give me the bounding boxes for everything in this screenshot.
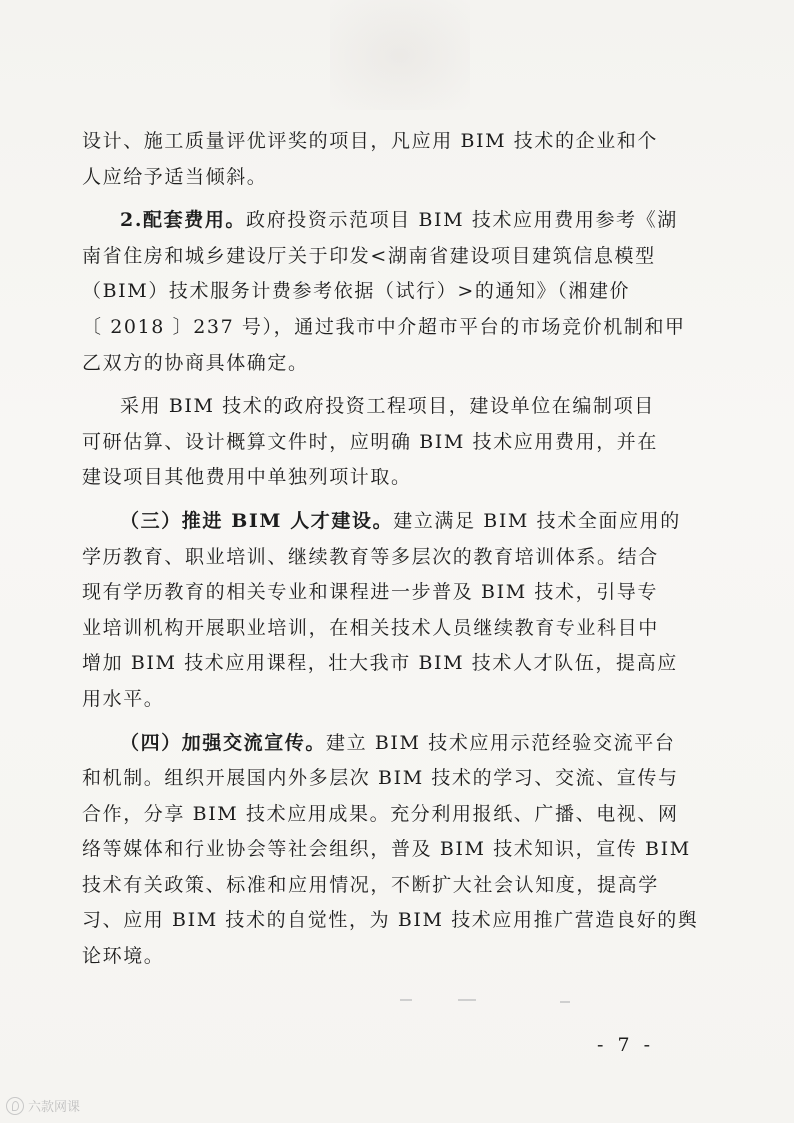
watermark-text: 六款网课 <box>28 1100 81 1115</box>
text-line: 络等媒体和行业协会等社会组织，普及 BIM 技术知识，宣传 BIM <box>82 838 691 861</box>
section-exchange-publicity <box>82 726 699 975</box>
text-line: 合作，分享 BIM 技术应用成果。充分利用报纸、广播、电视、网 <box>82 802 679 825</box>
text-run: 建立满足 BIM 技术全面应用的 <box>393 509 681 532</box>
scan-stain <box>330 0 470 110</box>
text-line: 乙双方的协商具体确定。 <box>82 351 309 374</box>
section-heading: （三）推进 BIM 人才建设。 <box>120 509 394 532</box>
text-line: 现有学历教育的相关专业和课程进一步普及 BIM 技术，引导专 <box>82 581 659 604</box>
text-line <box>82 726 682 762</box>
text-line: 习、应用 BIM 技术的自觉性，为 BIM 技术应用推广营造良好的舆 <box>82 909 699 932</box>
text-line: 采用 BIM 技术的政府投资工程项目，建设单位在编制项目 <box>120 395 655 418</box>
paragraph-quality-award <box>82 124 682 195</box>
watermark <box>6 1096 80 1115</box>
text-line: 学历教育、职业培训、继续教育等多层次的教育培训体系。结合 <box>82 545 659 568</box>
text-line: 增加 BIM 技术应用课程，壮大我市 BIM 技术人才队伍，提高应 <box>82 652 678 675</box>
scan-speck <box>458 999 476 1001</box>
section-heading: （四）加强交流宣传。 <box>120 731 327 754</box>
text-line: 用水平。 <box>82 687 165 710</box>
section-talent-building <box>82 504 682 718</box>
text-line: （BIM）技术服务计费参考依据（试行）>的通知》（湘建价 <box>82 280 631 303</box>
text-line: 人应给予适当倾斜。 <box>82 165 268 188</box>
text-run: 建立 BIM 技术应用示范经验交流平台 <box>326 731 676 754</box>
document-body <box>82 124 699 975</box>
text-line: 业培训机构开展职业培训，在相关技术人员继续教育专业科目中 <box>82 616 659 639</box>
text-line <box>82 504 682 540</box>
text-line: 设计、施工质量评优评奖的项目，凡应用 BIM 技术的企业和个 <box>82 130 659 152</box>
text-line: 〔 2018 〕237 号），通过我市中介超市平台的市场竞价机制和甲 <box>82 315 686 338</box>
text-line: 可研估算、设计概算文件时，应明确 BIM 技术应用费用，并在 <box>82 430 659 453</box>
paragraph-heading: 2.配套费用。 <box>120 209 247 232</box>
page-number: - 7 - <box>597 1034 655 1056</box>
scan-speck <box>400 999 412 1001</box>
watermark-logo-icon <box>6 1097 24 1115</box>
text-line: 建设项目其他费用中单独列项计取。 <box>82 466 412 489</box>
text-line: 技术有关政策、标准和应用情况，不断扩大社会认知度，提高学 <box>82 873 659 896</box>
text-line: 论环境。 <box>82 945 165 968</box>
text-line <box>82 203 682 239</box>
text-line: 南省住房和城乡建设厅关于印发<湖南省建设项目建筑信息模型 <box>82 244 656 267</box>
text-line: 和机制。组织开展国内外多层次 BIM 技术的学习、交流、宣传与 <box>82 767 679 790</box>
scan-speck <box>560 1001 570 1003</box>
text-run: 政府投资示范项目 BIM 技术应用费用参考《湖 <box>246 209 678 232</box>
paragraph-government-projects <box>82 389 682 496</box>
paragraph-supporting-fees <box>82 203 686 381</box>
